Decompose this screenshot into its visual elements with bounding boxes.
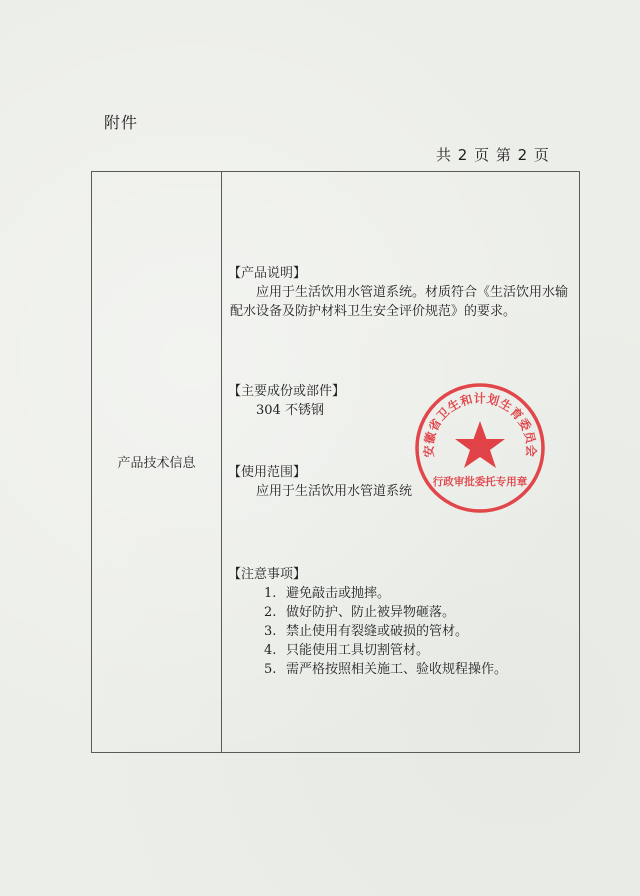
section-text: 304 不锈钢 xyxy=(256,403,324,418)
section-heading: 【使用范围】 xyxy=(228,465,307,480)
row-label: 产品技术信息 xyxy=(117,456,196,471)
attachment-title: 附件 xyxy=(104,113,139,132)
list-item: 5. 需严格按照相关施工、验收规程操作。 xyxy=(264,662,508,677)
section-precautions xyxy=(230,565,569,679)
section-heading: 【主要成份或部件】 xyxy=(228,384,346,399)
list-item: 4. 只能使用工具切割管材。 xyxy=(264,643,430,658)
section-product-description xyxy=(230,264,569,321)
precautions-list xyxy=(230,584,569,679)
section-text: 应用于生活饮用水管道系统 xyxy=(256,484,413,499)
section-text: 应用于生活饮用水管道系统。材质符合《生活饮用水输配水设备及防护材料卫生安全评价规范》的要求。 xyxy=(230,285,569,319)
official-seal xyxy=(413,381,547,515)
section-heading: 【产品说明】 xyxy=(228,266,307,281)
list-item: 2. 做好防护、防止被异物砸落。 xyxy=(264,605,456,620)
page-count: 共 2 页 第 2 页 xyxy=(436,146,549,164)
seal-bottom-text: 行政审批委托专用章 xyxy=(432,476,528,488)
seal-top-text: 安徽省卫生和计划生育委员会 xyxy=(421,391,539,458)
list-item: 3. 禁止使用有裂缝或破损的管材。 xyxy=(264,624,469,639)
section-heading: 【注意事项】 xyxy=(228,567,307,582)
star-icon xyxy=(455,421,505,468)
row-label-cell xyxy=(92,172,221,752)
list-item: 1. 避免敲击或抛摔。 xyxy=(264,586,391,601)
